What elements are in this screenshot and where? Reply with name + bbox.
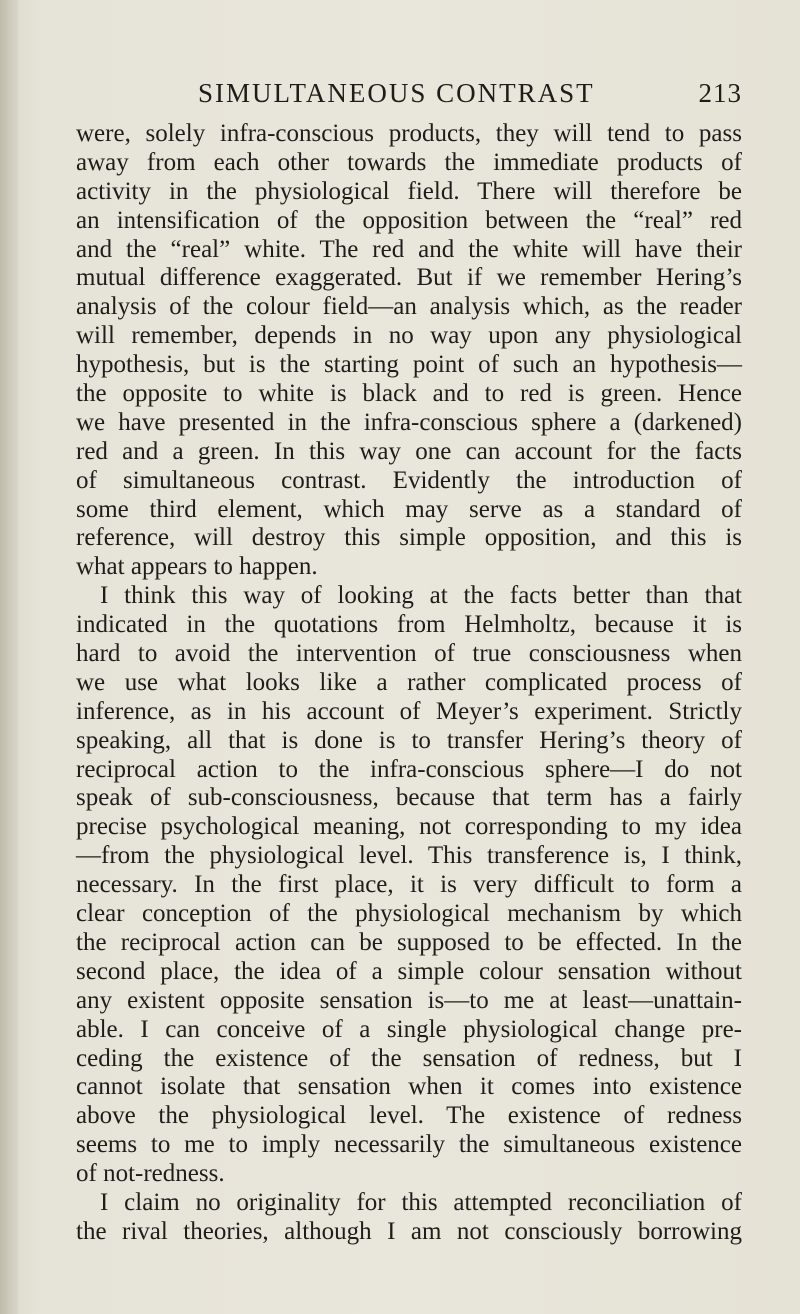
body-text [76, 120, 742, 1247]
text-line: precise psychological meaning, not corresponding to my idea [76, 813, 742, 841]
text-line: inference, as in his account of Meyer’s experiment. Strictly [76, 697, 742, 725]
text-line: the reciprocal action can be supposed to be effected. In the [76, 928, 742, 956]
text-line: the rival theories, although I am not consciously borrowing [76, 1217, 742, 1245]
text-line: reciprocal action to the infra-conscious sphere—I do not [76, 755, 742, 783]
running-head [198, 78, 742, 114]
text-line: seems to me to imply necessarily the simultaneous existence [76, 1131, 742, 1159]
text-line: able. I can conceive of a single physiological change pre- [76, 1015, 742, 1043]
text-line: will remember, depends in no way upon any physiological [76, 322, 742, 350]
text-line: of not-redness. [76, 1160, 225, 1188]
text-line: away from each other towards the immediate products of [76, 148, 742, 176]
text-line: mutual difference exaggerated. But if we remember Hering’s [76, 264, 742, 292]
text-line: —from the physiological level. This transference is, I think, [76, 842, 742, 870]
text-line: analysis of the colour field—an analysis which, as the reader [76, 293, 742, 321]
text-line: clear conception of the physiological mechanism by which [76, 900, 742, 928]
text-line: some third element, which may serve as a standard of [76, 495, 742, 523]
text-line: above the physiological level. The existence of redness [76, 1102, 742, 1130]
text-line: indicated in the quotations from Helmholtz, because it is [76, 611, 742, 639]
page-number: 213 [698, 78, 742, 108]
text-line: were, solely infra-conscious products, they will tend to pass [76, 120, 742, 147]
text-line: what appears to happen. [76, 553, 318, 581]
text-line: hypothesis, but is the starting point of such an hypothesis— [76, 351, 742, 379]
running-head-title: SIMULTANEOUS CONTRAST [198, 78, 595, 108]
text-line: the opposite to white is black and to red is green. Hence [76, 380, 742, 408]
text-line: cannot isolate that sensation when it comes into existence [76, 1073, 742, 1101]
text-line: speak of sub-consciousness, because that term has a fairly [76, 784, 742, 812]
text-line: we use what looks like a rather complicated process of [76, 668, 742, 696]
text-line: I claim no originality for this attempted reconciliation of [100, 1188, 742, 1216]
text-line: and the “real” white. The red and the white will have their [76, 235, 742, 263]
text-line: second place, the idea of a simple colour sensation without [76, 957, 742, 985]
text-line: ceding the existence of the sensation of redness, but I [76, 1044, 742, 1072]
text-line: speaking, all that is done is to transfer Hering’s theory of [76, 726, 742, 754]
text-line: necessary. In the first place, it is very difficult to form a [76, 871, 742, 899]
text-line: hard to avoid the intervention of true consciousness when [76, 640, 742, 668]
text-line: red and a green. In this way one can account for the facts [76, 437, 742, 465]
page-edge-shadow [0, 0, 18, 1314]
text-line: I think this way of looking at the facts better than that [100, 582, 742, 610]
text-line: reference, will destroy this simple opposition, and this is [76, 524, 742, 552]
text-line: an intensification of the opposition between the “real” red [76, 206, 742, 234]
text-line: we have presented in the infra-conscious sphere a (darkened) [76, 408, 742, 436]
text-line: activity in the physiological field. There will therefore be [76, 177, 742, 205]
text-line: any existent opposite sensation is—to me at least—unattain- [76, 986, 742, 1014]
text-line: of simultaneous contrast. Evidently the introduction of [76, 466, 742, 494]
